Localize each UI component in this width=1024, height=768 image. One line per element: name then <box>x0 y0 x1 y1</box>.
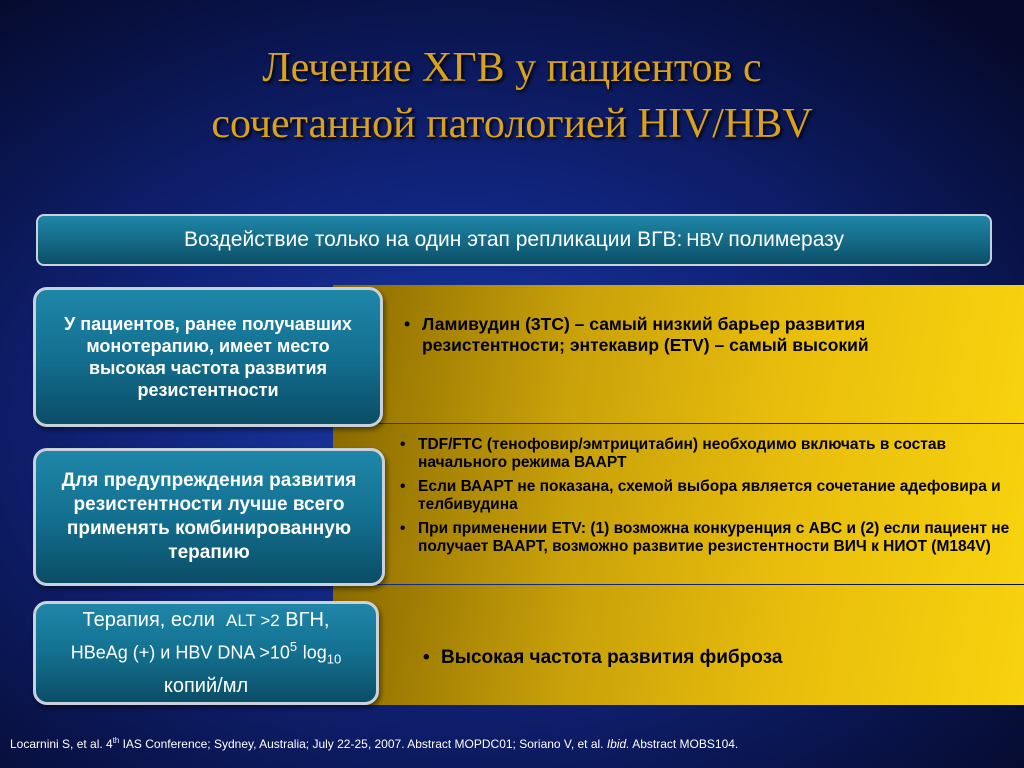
row-2-bullets <box>400 436 1010 562</box>
row-3-label-exp: 5 <box>289 639 298 655</box>
bullet-dot: • <box>400 436 406 453</box>
row-3-bullets <box>423 646 983 670</box>
bullet-item <box>400 478 1010 514</box>
footer-part1: Locarnini S, et al. 4 <box>10 737 113 751</box>
mechanism-hbv: HBV <box>686 229 724 250</box>
title-line-1: Лечение ХГВ у пациентов с <box>262 45 762 91</box>
mechanism-box <box>36 214 992 266</box>
row-3-label-log: log <box>302 642 327 663</box>
row-3-label-base: 10 <box>326 651 342 667</box>
bullet-text: При применении ETV: (1) возможна конкуренция с ABC и (2) если пациент не получает ВААРТ, возможно развитие резистентности ВИЧ к НИОТ (M184V) <box>418 520 1010 555</box>
row-2-label-box <box>33 448 385 586</box>
bullet-dot: • <box>423 647 430 668</box>
title-line-2: сочетанной патологией HIV/HBV <box>211 101 813 147</box>
row-1-label: У пациентов, ранее получавших монотерапию, имеет место высокая частота развития резистентности <box>64 314 352 400</box>
row-3-label-vgn: ВГН, <box>285 609 330 632</box>
bullet-text: Высокая частота развития фиброза <box>441 647 783 668</box>
row-3-label-copies: копий/мл <box>163 674 249 697</box>
mechanism-text-end: полимеразу <box>728 228 845 251</box>
row-3-label-alt: ALT >2 <box>226 611 280 631</box>
row-3-label-part1: Терапия, если <box>82 609 215 632</box>
row-1-label-box <box>33 287 383 427</box>
bullet-dot: • <box>400 478 406 495</box>
row-3-label <box>71 607 341 699</box>
bullet-text: Если ВААРТ не показана, схемой выбора является сочетание адефовира и телбивудина <box>418 478 1001 513</box>
bullet-item <box>404 314 964 356</box>
slide-title <box>0 40 1024 152</box>
footer-part3: Abstract MOBS104. <box>629 737 739 751</box>
row-3-label-box <box>33 601 379 705</box>
bullet-dot: • <box>400 520 406 537</box>
reference-footer <box>10 736 1020 751</box>
footer-ibid: Ibid. <box>606 737 630 751</box>
footer-part2: IAS Conference; Sydney, Australia; July 22-25, 2007. Abstract MOPDC01; Soriano V, et al. <box>119 737 607 751</box>
bullet-item <box>423 646 983 670</box>
bullet-text: Ламивудин (3TC) – самый низкий барьер развития резистентности; энтекавир (ETV) – самый высокий <box>422 314 869 355</box>
gold-band-3 <box>333 585 1024 705</box>
mechanism-text-start: Воздействие только на один этап репликации ВГВ: <box>183 228 683 251</box>
row-3-label-hbeag: HBeAg (+) и HBV DNA >10 <box>70 642 290 663</box>
bullet-dot: • <box>404 314 411 334</box>
bullet-text: TDF/FTC (тенофовир/эмтрицитабин) необходимо включать в состав начального режима ВААРТ <box>418 436 946 471</box>
row-2-label: Для предупреждения развития резистентности лучше всего применять комбинированную терапию <box>61 470 357 563</box>
bullet-item <box>400 436 1010 472</box>
footer-th: th <box>112 736 120 745</box>
bullet-item <box>400 520 1010 556</box>
row-1-bullets <box>404 314 964 356</box>
